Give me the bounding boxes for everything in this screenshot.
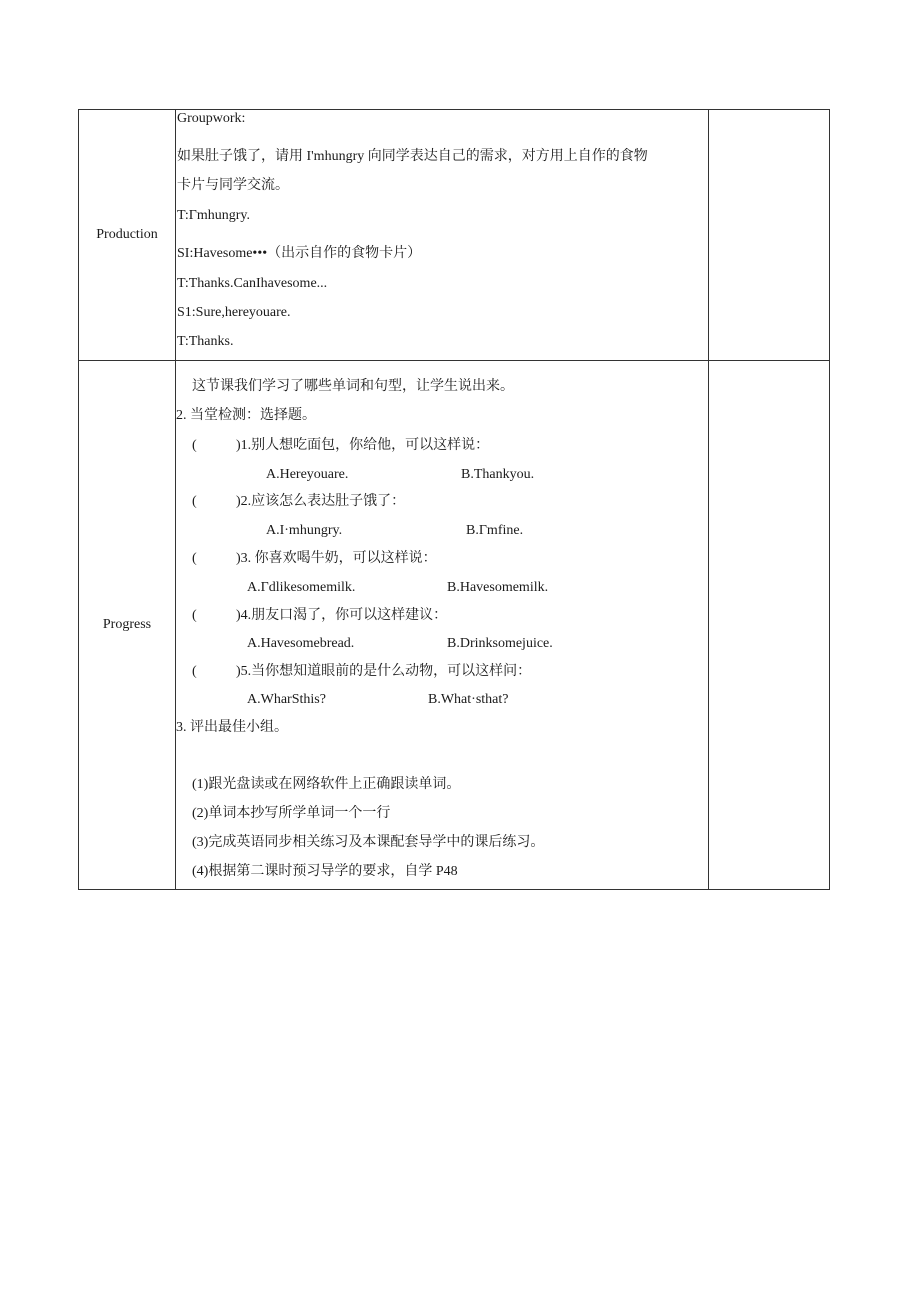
production-notes-cell [709,110,830,361]
answer-blank-open: ( [192,664,197,679]
option-a: A.Hereyouare. [266,467,349,482]
production-line: T:Thanks.CanIhavesome... [177,276,328,291]
option-b: B.Drinksomejuice. [447,636,553,651]
option-b: B.Thankyou. [461,467,535,482]
best-group: 3. 评出最佳小组。 [176,720,288,735]
progress-row [79,361,830,890]
production-content-cell [176,110,709,361]
question-text: 别人想吃面包，你给他，可以这样说： [251,438,490,453]
quiz-question [192,437,489,455]
question-number: )3. [236,551,252,566]
quiz-question [192,493,405,511]
homework-item: (3)完成英语同步相关练习及本课配套导学中的课后练习。 [192,835,545,850]
quiz-question [192,550,437,568]
question-number: )5. [236,664,252,679]
production-line: Groupwork: [177,111,246,126]
option-a: A.WharSthis? [247,692,326,707]
production-stage-label: Production [96,227,158,242]
production-line: 如果肚子饿了，请用 I'mhungry 向同学表达自己的需求，对方用上自作的食物 [177,149,648,164]
homework-item: (1)跟光盘读或在网络软件上正确跟读单词。 [192,777,461,792]
option-b: B.What·sthat? [428,692,509,707]
answer-blank-open: ( [192,608,197,623]
question-text: 当你想知道眼前的是什么动物，可以这样问： [251,664,532,679]
homework-item: (2)单词本抄写所学单词一个一行 [192,806,391,821]
progress-content-cell [176,361,709,890]
question-text: 你喜欢喝牛奶，可以这样说： [251,551,437,566]
option-a: A.Γdlikesomemilk. [247,580,356,595]
progress-intro: 这节课我们学习了哪些单词和句型，让学生说出来。 [192,379,514,394]
homework-item: (4)根据第二课时预习导学的要求，自学 P48 [192,864,458,879]
answer-blank-open: ( [192,494,197,509]
option-b: B.Havesomemilk. [447,580,549,595]
progress-stage-cell [79,361,176,890]
question-number: )1. [236,438,252,453]
option-b: B.Γmfine. [466,523,524,538]
progress-notes-cell [709,361,830,890]
option-a: A.Havesomebread. [247,636,355,651]
quiz-title: 2. 当堂检测：选择题。 [176,408,316,423]
lesson-plan-table [78,109,830,890]
production-row [79,110,830,361]
option-a: A.I·mhungry. [266,523,343,538]
answer-blank-open: ( [192,438,197,453]
question-text: 应该怎么表达肚子饿了： [251,494,406,509]
question-text: 朋友口渴了，你可以这样建议： [251,608,448,623]
production-stage-cell [79,110,176,361]
production-line: S1:Sure,hereyouare. [177,305,291,320]
production-line: 卡片与同学交流。 [177,178,289,193]
production-line: T:Γmhungry. [177,208,250,223]
progress-stage-label: Progress [102,617,152,632]
quiz-question [192,607,447,625]
production-line: SI:Havesome•••（出示自作的食物卡片） [177,246,422,261]
production-line: T:Thanks. [177,334,234,349]
question-number: )4. [236,608,252,623]
question-number: )2. [236,494,252,509]
quiz-question [192,663,531,681]
answer-blank-open: ( [192,551,197,566]
